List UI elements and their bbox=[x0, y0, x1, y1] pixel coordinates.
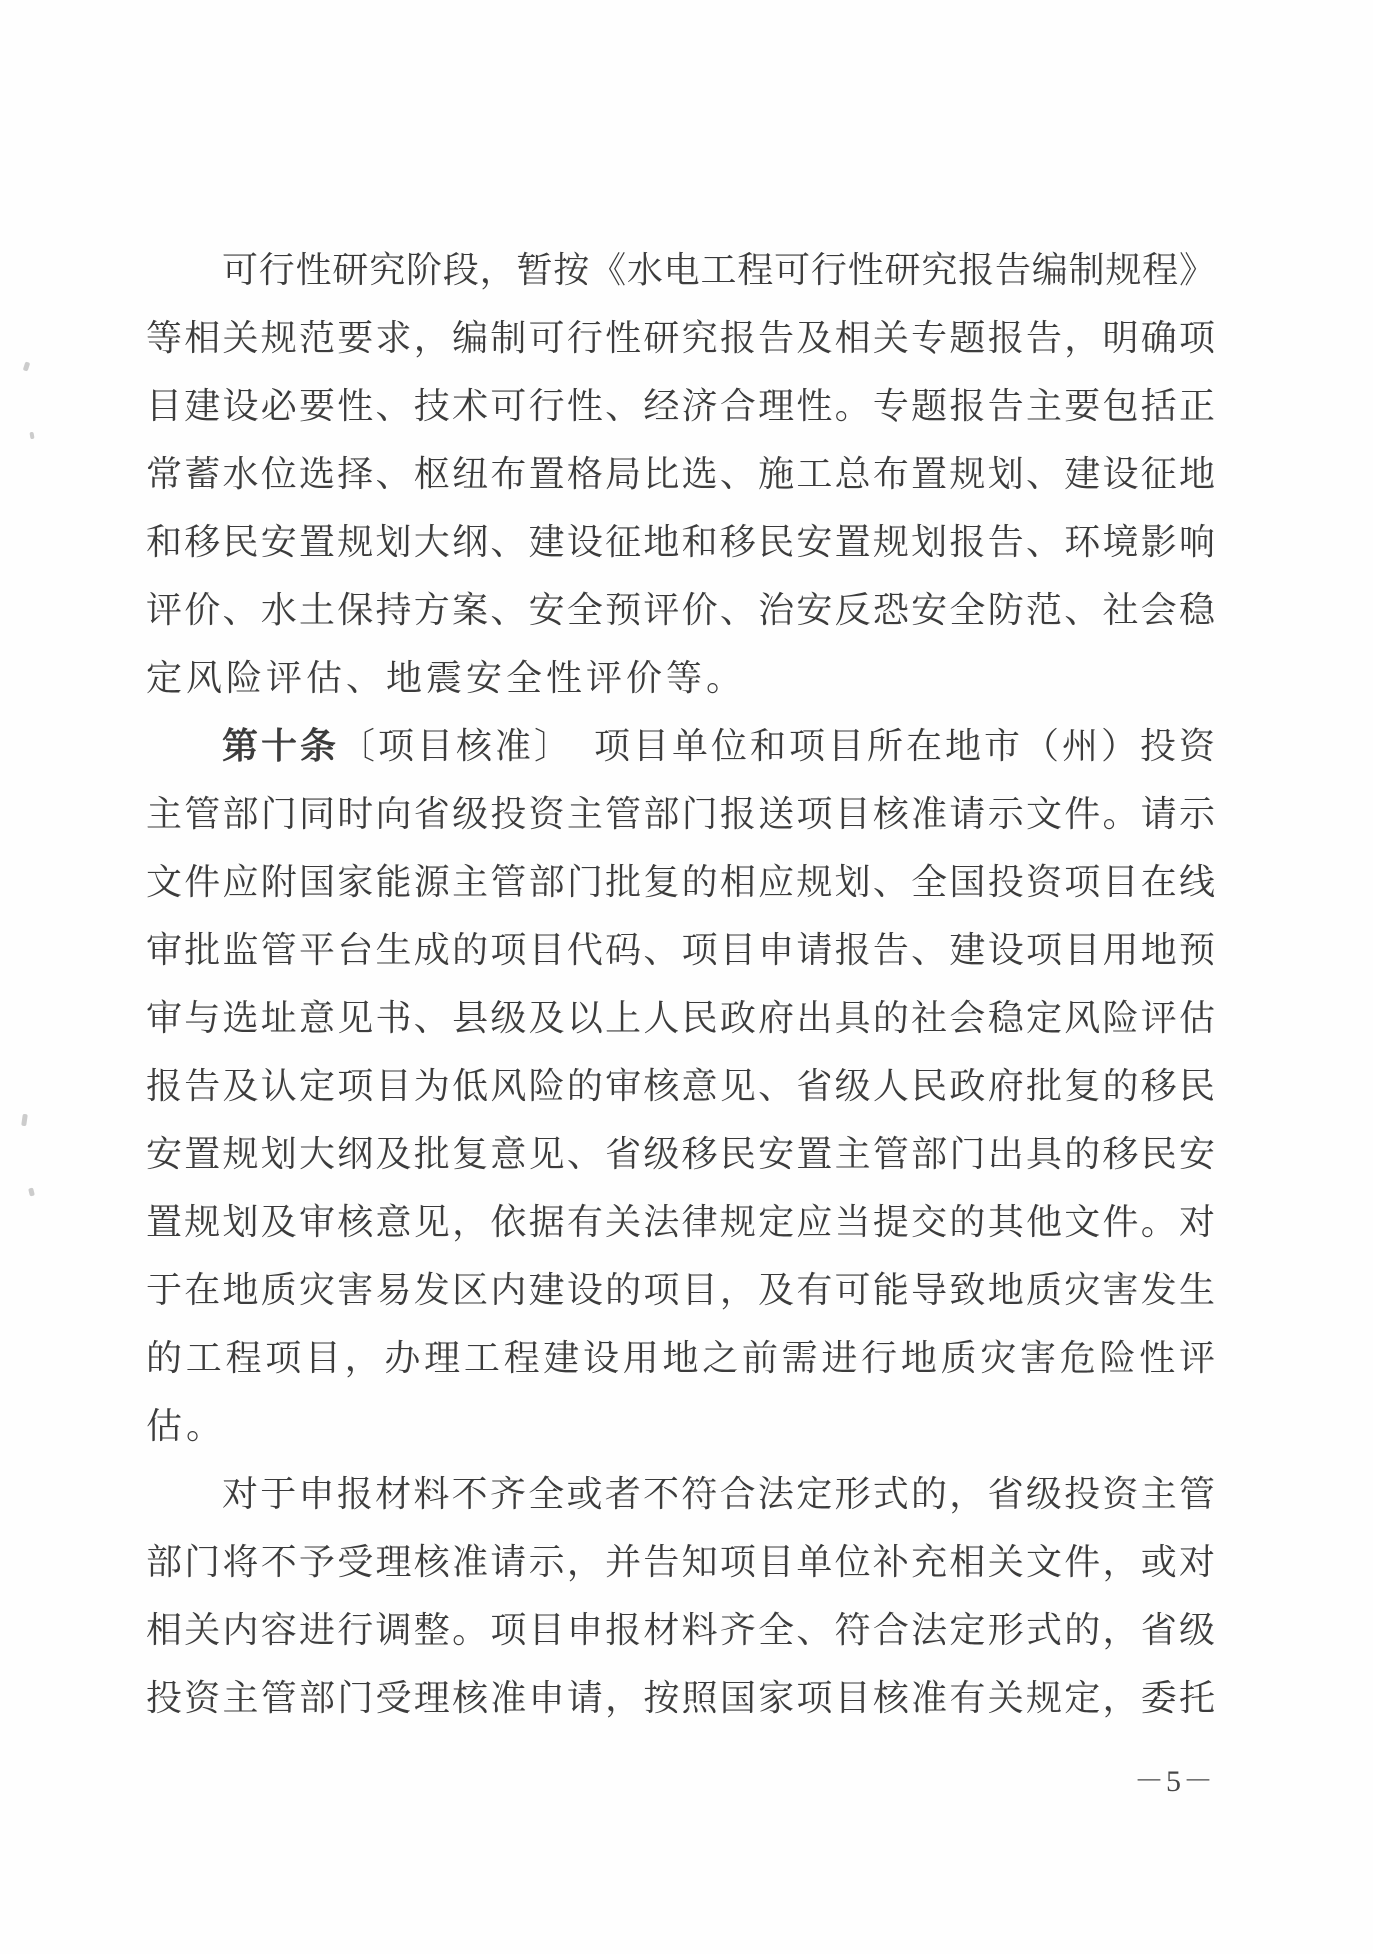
article-ten-project-approval-paragraph bbox=[146, 712, 1215, 1460]
text-segment: 文件应附国家能源主管部门批复的相应规划、全国投资项目在线 bbox=[146, 862, 1215, 902]
text-segment: 对于申报材料不齐全或者不符合法定形式的，省级投资主管 bbox=[222, 1474, 1215, 1514]
scan-artifact bbox=[28, 1188, 35, 1197]
text-line bbox=[146, 1460, 1215, 1528]
text-segment: 的工程项目，办理工程建设用地之前需进行地质灾害危险性评 bbox=[146, 1338, 1215, 1378]
text-segment: 投资主管部门受理核准申请，按照国家项目核准有关规定，委托 bbox=[146, 1678, 1215, 1718]
text-line bbox=[146, 712, 1215, 780]
text-line bbox=[146, 576, 1215, 644]
text-line bbox=[146, 1664, 1215, 1732]
text-line bbox=[146, 780, 1215, 848]
text-line bbox=[146, 236, 1215, 304]
text-line bbox=[146, 1392, 1215, 1460]
text-line bbox=[146, 1528, 1215, 1596]
text-segment: 评价、水土保持方案、安全预评价、治安反恐安全防范、社会稳 bbox=[146, 590, 1215, 630]
text-line bbox=[146, 372, 1215, 440]
scan-artifact bbox=[21, 1114, 28, 1127]
text-segment: 〔项目核准〕 项目单位和项目所在地市（州）投资 bbox=[339, 726, 1215, 766]
text-segment: 目建设必要性、技术可行性、经济合理性。专题报告主要包括正 bbox=[146, 386, 1215, 426]
text-segment: 部门将不予受理核准请示，并告知项目单位补充相关文件，或对 bbox=[146, 1542, 1215, 1582]
text-line bbox=[146, 1188, 1215, 1256]
text-line bbox=[146, 508, 1215, 576]
text-segment: 审与选址意见书、县级及以上人民政府出具的社会稳定风险评估 bbox=[146, 998, 1215, 1038]
scan-artifact bbox=[23, 361, 31, 371]
text-segment: 报告及认定项目为低风险的审核意见、省级人民政府批复的移民 bbox=[146, 1066, 1215, 1106]
text-segment: 主管部门同时向省级投资主管部门报送项目核准请示文件。请示 bbox=[146, 794, 1215, 834]
text-line bbox=[146, 644, 1215, 712]
text-line bbox=[146, 916, 1215, 984]
text-line bbox=[146, 304, 1215, 372]
text-segment: 审批监管平台生成的项目代码、项目申请报告、建设项目用地预 bbox=[146, 930, 1215, 970]
text-segment: 置规划及审核意见，依据有关法律规定应当提交的其他文件。对 bbox=[146, 1202, 1215, 1242]
text-line bbox=[146, 440, 1215, 508]
text-segment: 和移民安置规划大纲、建设征地和移民安置规划报告、环境影响 bbox=[146, 522, 1215, 562]
feasibility-study-paragraph bbox=[146, 236, 1215, 712]
text-segment: 定风险评估、地震安全性评价等。 bbox=[146, 658, 747, 698]
text-segment: 相关内容进行调整。项目申报材料齐全、符合法定形式的，省级 bbox=[146, 1610, 1215, 1650]
text-line bbox=[146, 1052, 1215, 1120]
text-segment: 常蓄水位选择、枢纽布置格局比选、施工总布置规划、建设征地 bbox=[146, 454, 1215, 494]
document-body bbox=[146, 236, 1215, 1732]
application-materials-paragraph bbox=[146, 1460, 1215, 1732]
text-line bbox=[146, 1120, 1215, 1188]
text-segment: 于在地质灾害易发区内建设的项目，及有可能导致地质灾害发生 bbox=[146, 1270, 1215, 1310]
text-line bbox=[146, 1596, 1215, 1664]
scan-artifact bbox=[29, 432, 34, 440]
text-line bbox=[146, 984, 1215, 1052]
text-segment: 可行性研究阶段，暂按《水电工程可行性研究报告编制规程》 bbox=[222, 250, 1215, 290]
text-line bbox=[146, 848, 1215, 916]
text-line bbox=[146, 1324, 1215, 1392]
text-segment: 等相关规范要求，编制可行性研究报告及相关专题报告，明确项 bbox=[146, 318, 1215, 358]
article-number-bold: 第十条 bbox=[222, 725, 339, 766]
text-segment: 估。 bbox=[146, 1406, 227, 1446]
text-line bbox=[146, 1256, 1215, 1324]
page-number: －5－ bbox=[1134, 1765, 1215, 1798]
text-segment: 安置规划大纲及批复意见、省级移民安置主管部门出具的移民安 bbox=[146, 1134, 1215, 1174]
